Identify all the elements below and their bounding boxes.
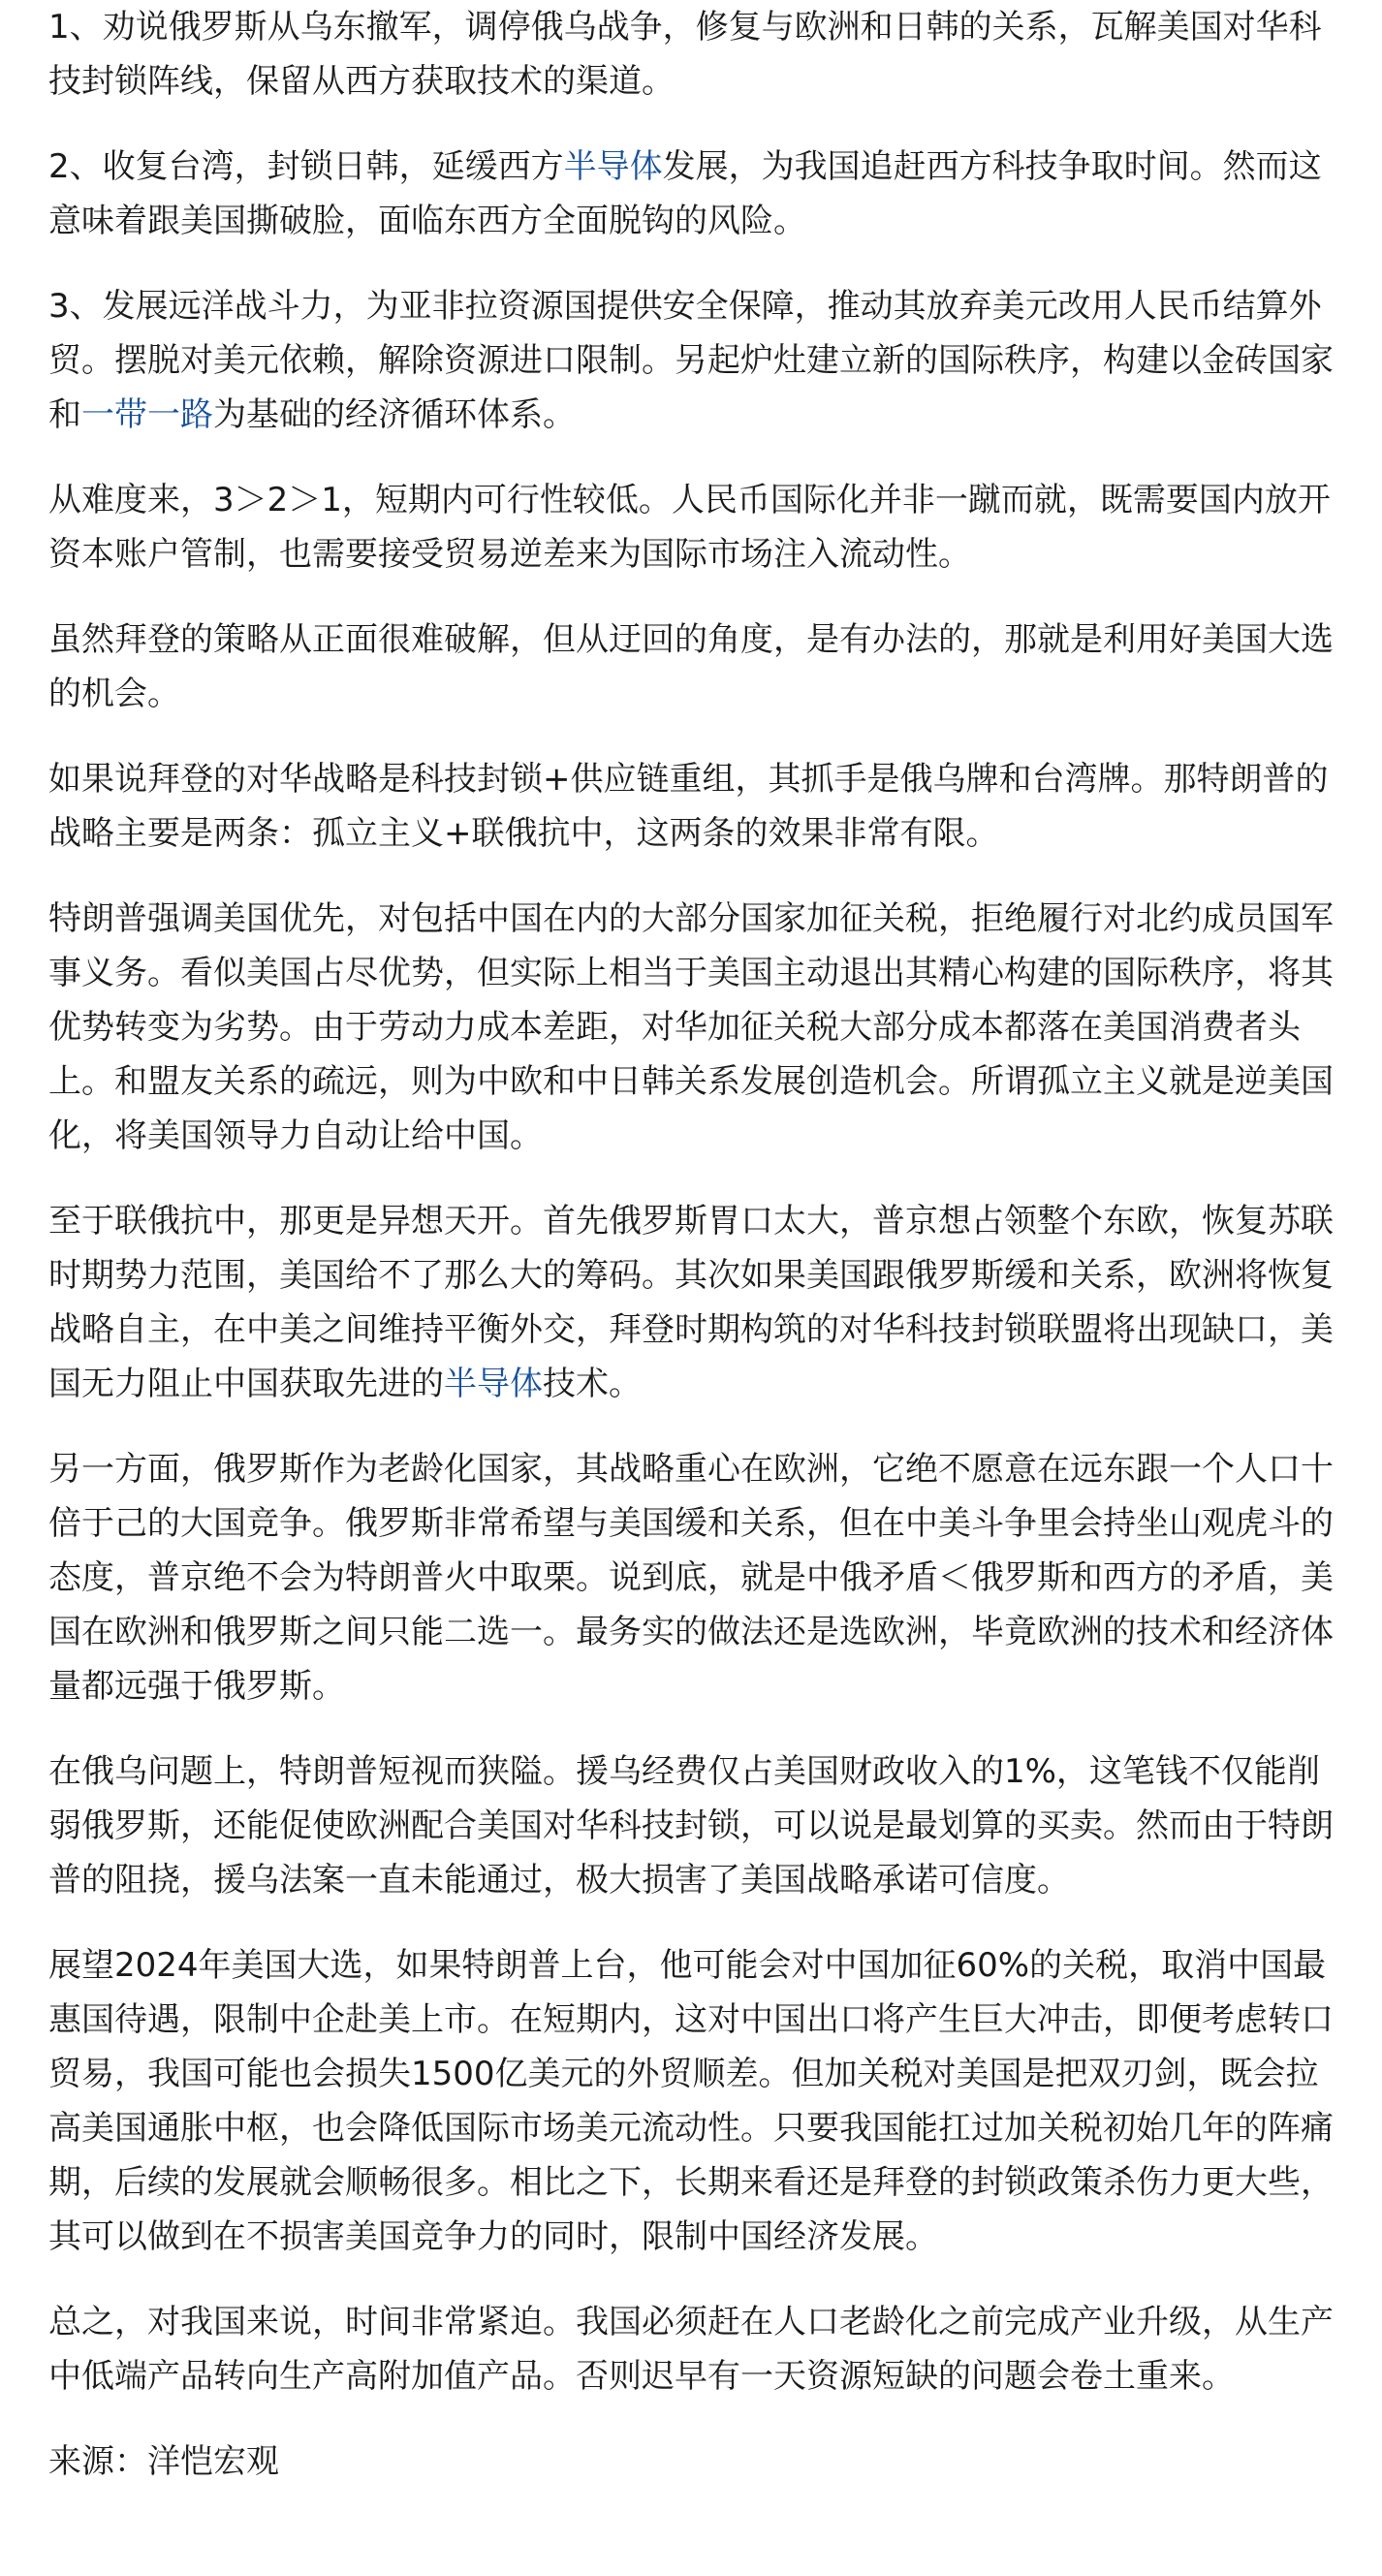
source-line: 来源：洋恺宏观 bbox=[48, 2442, 279, 2481]
paragraph-3-text-after: 为基础的经济循环体系。 bbox=[213, 395, 576, 434]
paragraph-2-text-before: 2、收复台湾，封锁日韩，延缓西方 bbox=[48, 147, 564, 186]
paragraph-8-text-after: 技术。 bbox=[543, 1365, 642, 1403]
paragraph-5: 虽然拜登的策略从正面很难破解，但从迂回的角度，是有办法的，那就是利用好美国大选的机会。 bbox=[48, 620, 1334, 713]
paragraph-6: 如果说拜登的对华战略是科技封锁+供应链重组，其抓手是俄乌牌和台湾牌。那特朗普的战略主要是两条：孤立主义+联俄抗中，这两条的效果非常有限。 bbox=[48, 760, 1329, 853]
paragraph-3-text-before: 3、发展远洋战斗力，为亚非拉资源国提供安全保障，推动其放弃美元改用人民币结算外贸。摆脱对美元依赖，解除资源进口限制。另起炉灶建立新的国际秩序，构建以金砖国家和 bbox=[48, 287, 1334, 434]
paragraph-2-text-after: 发展，为我国追赶西方科技争取时间。然而这意味着跟美国撕破脸，面临东西方全面脱钩的风险。 bbox=[48, 147, 1322, 240]
semiconductor-link-2[interactable]: 半导体 bbox=[444, 1365, 543, 1403]
paragraph-8-text-before: 至于联俄抗中，那更是异想天开。首先俄罗斯胃口太大，普京想占领整个东欧，恢复苏联时期势力范围，美国给不了那么大的筹码。其次如果美国跟俄罗斯缓和关系，欧洲将恢复战略自主，在中美之间维持平衡外交，拜登时期构筑的对华科技封锁联盟将出现缺口，美国无力阻止中国获取先进的 bbox=[48, 1202, 1334, 1403]
paragraph-4: 从难度来，3＞2＞1，短期内可行性较低。人民币国际化并非一蹴而就，既需要国内放开资本账户管制，也需要接受贸易逆差来为国际市场注入流动性。 bbox=[48, 481, 1331, 574]
belt-and-road-link[interactable]: 一带一路 bbox=[81, 395, 213, 434]
paragraph-10: 在俄乌问题上，特朗普短视而狭隘。援乌经费仅占美国财政收入的1%，这笔钱不仅能削弱俄罗斯，还能促使欧洲配合美国对华科技封锁，可以说是最划算的买卖。然而由于特朗普的阻挠，援乌法案一直未能通过，极大损害了美国战略承诺可信度。 bbox=[48, 1752, 1334, 1900]
article-body bbox=[48, 0, 1334, 2489]
paragraph-12: 总之，对我国来说，时间非常紧迫。我国必须赶在人口老龄化之前完成产业升级，从生产中低端产品转向生产高附加值产品。否则迟早有一天资源短缺的问题会卷土重来。 bbox=[48, 2303, 1334, 2396]
paragraph-8 bbox=[48, 1194, 1334, 1411]
paragraph-3 bbox=[48, 279, 1334, 442]
paragraph-7: 特朗普强调美国优先，对包括中国在内的大部分国家加征关税，拒绝履行对北约成员国军事义务。看似美国占尽优势，但实际上相当于美国主动退出其精心构建的国际秩序，将其优势转变为劣势。由于劳动力成本差距，对华加征关税大部分成本都落在美国消费者头上。和盟友关系的疏远，则为中欧和中日韩关系发展创造机会。所谓孤立主义就是逆美国化，将美国领导力自动让给中国。 bbox=[48, 899, 1334, 1155]
paragraph-2 bbox=[48, 140, 1334, 248]
paragraph-1: 1、劝说俄罗斯从乌东撤军，调停俄乌战争，修复与欧洲和日韩的关系，瓦解美国对华科技封锁阵线，保留从西方获取技术的渠道。 bbox=[48, 8, 1322, 101]
paragraph-9: 另一方面，俄罗斯作为老龄化国家，其战略重心在欧洲，它绝不愿意在远东跟一个人口十倍于己的大国竞争。俄罗斯非常希望与美国缓和关系，但在中美斗争里会持坐山观虎斗的态度，普京绝不会为特朗普火中取栗。说到底，就是中俄矛盾＜俄罗斯和西方的矛盾，美国在欧洲和俄罗斯之间只能二选一。最务实的做法还是选欧洲，毕竟欧洲的技术和经济体量都远强于俄罗斯。 bbox=[48, 1450, 1334, 1706]
paragraph-11: 展望2024年美国大选，如果特朗普上台，他可能会对中国加征60%的关税，取消中国最惠国待遇，限制中企赴美上市。在短期内，这对中国出口将产生巨大冲击，即便考虑转口贸易，我国可能也会损失1500亿美元的外贸顺差。但加关税对美国是把双刃剑，既会拉高美国通胀中枢，也会降低国际市场美元流动性。只要我国能扛过加关税初始几年的阵痛期，后续的发展就会顺畅很多。相比之下，长期来看还是拜登的封锁政策杀伤力更大些，其可以做到在不损害美国竞争力的同时，限制中国经济发展。 bbox=[48, 1946, 1334, 2256]
semiconductor-link[interactable]: 半导体 bbox=[563, 147, 663, 186]
